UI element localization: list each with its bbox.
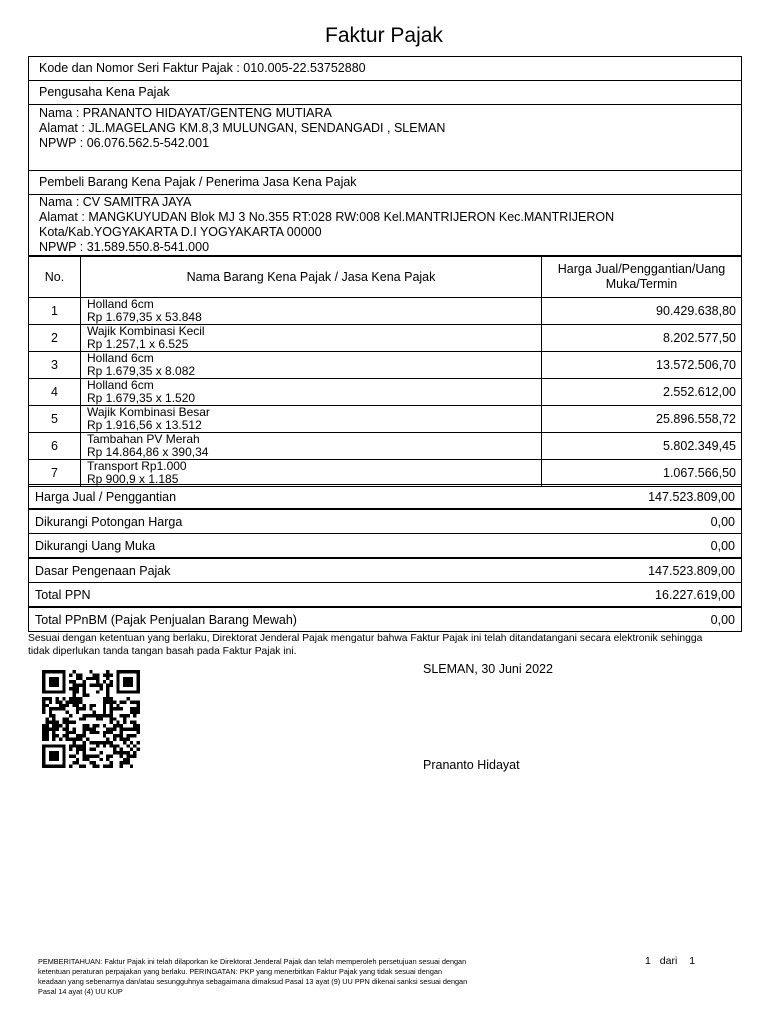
- item-name: Transport Rp1.000: [87, 459, 187, 473]
- buyer-npwp: NPWP : 31.589.550.8-541.000: [39, 240, 210, 254]
- item-value: 13.572.506,70: [542, 352, 742, 379]
- table-row: [29, 406, 742, 433]
- divider: [28, 170, 742, 171]
- buyer-heading: Pembeli Barang Kena Pajak / Penerima Jasa Kena Pajak: [39, 175, 357, 189]
- table-row: [29, 433, 742, 460]
- row-number: 1: [29, 298, 81, 325]
- item-description: [81, 433, 542, 460]
- summary-label: Total PPN: [35, 588, 91, 602]
- summary-label: Dikurangi Uang Muka: [35, 539, 156, 553]
- table-row: [29, 379, 742, 406]
- row-number: 4: [29, 379, 81, 406]
- item-description: [81, 352, 542, 379]
- signer-name: Prananto Hidayat: [423, 758, 520, 772]
- summary-row: [28, 607, 742, 632]
- invoice-serial-number: Kode dan Nomor Seri Faktur Pajak : 010.005-22.53752880: [39, 61, 366, 75]
- divider: [28, 80, 742, 81]
- item-value: 8.202.577,50: [542, 325, 742, 352]
- item-detail: Rp 1.257,1 x 6.525: [87, 337, 189, 351]
- summary-value: 0,00: [710, 515, 735, 529]
- summary-label: Dasar Pengenaan Pajak: [35, 564, 171, 578]
- item-name: Tambahan PV Merah: [87, 432, 200, 446]
- seller-npwp: NPWP : 06.076.562.5-542.001: [39, 136, 210, 150]
- item-description: [81, 379, 542, 406]
- qr-code-icon: [40, 670, 142, 768]
- summary-value: 147.523.809,00: [648, 564, 735, 578]
- table-row: [29, 460, 742, 487]
- item-value: 5.802.349,45: [542, 433, 742, 460]
- page-current: 1: [645, 955, 651, 967]
- page-title: Faktur Pajak: [325, 24, 443, 47]
- summary-label: Dikurangi Potongan Harga: [35, 515, 183, 529]
- summary-row: [28, 484, 742, 509]
- item-description: [81, 406, 542, 433]
- item-name: Holland 6cm: [87, 351, 154, 365]
- summary-value: 0,00: [710, 539, 735, 553]
- table-row: [29, 325, 742, 352]
- table-header-row: [29, 257, 742, 298]
- summary-label: Harga Jual / Penggantian: [35, 490, 177, 504]
- seller-name: Nama : PRANANTO HIDAYAT/GENTENG MUTIARA: [39, 106, 332, 120]
- summary-value: 16.227.619,00: [655, 588, 735, 602]
- item-detail: Rp 1.679,35 x 53.848: [87, 310, 202, 324]
- page-indicator: [645, 955, 695, 967]
- row-number: 5: [29, 406, 81, 433]
- divider: [28, 104, 742, 105]
- item-detail: Rp 14.864,86 x 390,34: [87, 445, 209, 459]
- item-name: Holland 6cm: [87, 378, 154, 392]
- buyer-city: Kota/Kab.YOGYAKARTA D.I YOGYAKARTA 00000: [39, 225, 322, 239]
- buyer-address: Alamat : MANGKUYUDAN Blok MJ 3 No.355 RT:028 RW:008 Kel.MANTRIJERON Kec.MANTRIJERON: [39, 210, 615, 224]
- buyer-name: Nama : CV SAMITRA JAYA: [39, 195, 192, 209]
- summary-row: [28, 509, 742, 534]
- item-value: 90.429.638,80: [542, 298, 742, 325]
- item-name: Wajik Kombinasi Kecil: [87, 324, 205, 338]
- items-table: [28, 256, 742, 487]
- column-header-name: Nama Barang Kena Pajak / Jasa Kena Pajak: [81, 257, 542, 298]
- e-signature-notice-line2: tidak diperlukan tanda tangan basah pada Faktur Pajak ini.: [28, 646, 297, 657]
- column-header-value: [542, 257, 742, 298]
- summary-row: [28, 582, 742, 607]
- summary-row: [28, 533, 742, 558]
- item-name: Holland 6cm: [87, 297, 154, 311]
- item-description: [81, 298, 542, 325]
- item-name: Wajik Kombinasi Besar: [87, 405, 210, 419]
- e-signature-notice-line1: Sesuai dengan ketentuan yang berlaku, Direktorat Jenderal Pajak mengatur bahwa Faktur Pajak ini telah ditandatangani secara elektronik sehingga: [28, 633, 703, 644]
- item-detail: Rp 1.916,56 x 13.512: [87, 418, 202, 432]
- seller-heading: Pengusaha Kena Pajak: [39, 85, 170, 99]
- item-value: 25.896.558,72: [542, 406, 742, 433]
- row-number: 7: [29, 460, 81, 487]
- summary-row: [28, 558, 742, 583]
- summary-value: 147.523.809,00: [648, 490, 735, 504]
- place-and-date: SLEMAN, 30 Juni 2022: [423, 662, 553, 676]
- item-detail: Rp 900,9 x 1.185: [87, 472, 179, 486]
- footer-notice: PEMBERITAHUAN: Faktur Pajak ini telah dilaporkan ke Direktorat Jenderal Pajak dan telah memperoleh persetujuan sesuai dengan ketentuan peraturan perpajakan yang berlaku. PERINGATAN: PKP yang menerbitkan Faktur Pajak yang tidak sesuai dengan keadaan yang sebenarnya dan/atau sesungguhnya sebagaimana dimaksud Pasal 13 ayat (9) UU PPN dikenai sanksi sesuai dengan Pasal 14 ayat (4) UU KUP: [38, 957, 468, 996]
- table-row: [29, 352, 742, 379]
- summary-label: Total PPnBM (Pajak Penjualan Barang Mewah): [35, 613, 297, 627]
- item-detail: Rp 1.679,35 x 8.082: [87, 364, 196, 378]
- column-header-value-line2: Muka/Termin: [605, 277, 678, 291]
- row-number: 3: [29, 352, 81, 379]
- item-value: 1.067.566,50: [542, 460, 742, 487]
- row-number: 6: [29, 433, 81, 460]
- column-header-no: No.: [29, 257, 81, 298]
- table-row: [29, 298, 742, 325]
- summary-value: 0,00: [710, 613, 735, 627]
- row-number: 2: [29, 325, 81, 352]
- item-description: [81, 325, 542, 352]
- item-detail: Rp 1.679,35 x 1.520: [87, 391, 196, 405]
- page-of-label: dari: [659, 955, 678, 967]
- seller-address: Alamat : JL.MAGELANG KM.8,3 MULUNGAN, SENDANGADI , SLEMAN: [39, 121, 446, 135]
- item-value: 2.552.612,00: [542, 379, 742, 406]
- item-description: [81, 460, 542, 487]
- page-total: 1: [689, 955, 696, 967]
- column-header-value-line1: Harga Jual/Penggantian/Uang: [557, 262, 726, 276]
